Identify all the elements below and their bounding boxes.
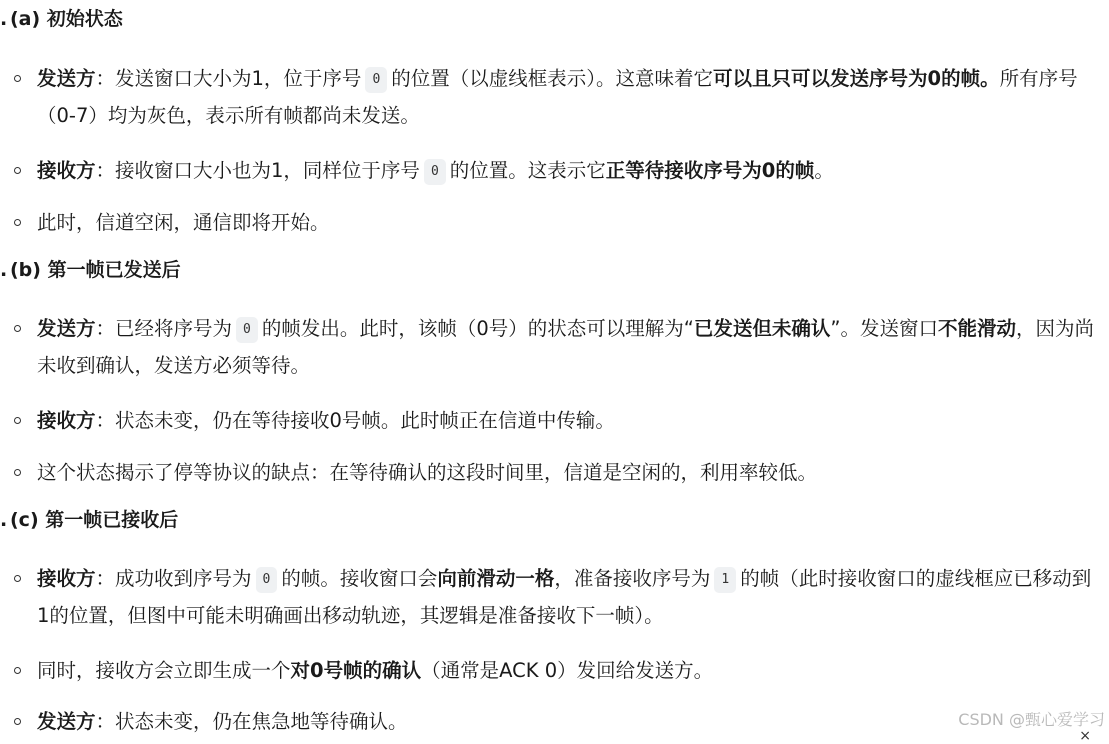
plain-text: ，因为尚未收到确认，发送方必须等待。 (37, 317, 1095, 377)
inline-code: 0 (365, 67, 387, 93)
bullet-text (37, 204, 1102, 241)
bold-text: 已发送但未确认 (693, 317, 831, 340)
heading-text: (a) 初始状态 (10, 8, 123, 30)
plain-text: 同时，接收方会立即生成一个 (37, 659, 291, 682)
csdn-watermark: CSDN @甄心爱学习 (958, 710, 1105, 729)
plain-text: ”。发送窗口 (830, 317, 938, 340)
bullet-text (37, 152, 1102, 189)
bullet-dot (14, 667, 21, 674)
bullet-dot (14, 718, 21, 725)
heading-marker: . (0, 8, 8, 30)
bold-text: 接收方 (37, 409, 96, 432)
bold-text: 接收方 (37, 567, 96, 590)
plain-text: 的帧（此时接收窗口的虚线框应已移动到1的位置，但图中可能未明确画出移动轨迹，其逻辑是准备接收下一帧）。 (37, 567, 1092, 627)
inline-code: 0 (256, 567, 278, 593)
bold-text: 向前滑动一格 (437, 567, 555, 590)
plain-text: 的帧。接收窗口会 (281, 567, 438, 590)
bullet-dot (14, 469, 21, 476)
plain-text: 。 (814, 159, 834, 182)
bold-text: 正等待接收序号为0的帧 (605, 159, 815, 182)
bold-text: 发送方 (37, 317, 96, 340)
plain-text: ：接收窗口大小也为1，同样位于序号 (95, 159, 420, 182)
heading-marker: . (0, 509, 8, 531)
bullet-dot (14, 219, 21, 226)
plain-text: 的位置（以虚线框表示）。这意味着它 (391, 67, 714, 90)
bullet-dot (14, 417, 21, 424)
bullet-text (37, 703, 1102, 740)
bold-text: 不能滑动 (938, 317, 1017, 340)
bullet-text (37, 560, 1102, 634)
bold-text: 接收方 (37, 159, 96, 182)
bullet-text (37, 454, 1102, 491)
plain-text: 这个状态揭示了停等协议的缺点：在等待确认的这段时间里，信道是空闲的，利用率较低。 (37, 461, 818, 484)
heading-text: (c) 第一帧已接收后 (10, 509, 179, 531)
inline-code: 0 (236, 317, 258, 343)
bold-text: 可以且只可以发送序号为0的帧。 (713, 67, 1000, 90)
bullet-text (37, 652, 1102, 689)
plain-text: 的位置。这表示它 (449, 159, 606, 182)
section-heading-c (0, 507, 178, 533)
inline-code: 0 (424, 159, 446, 185)
inline-code: 1 (714, 567, 736, 593)
plain-text: （通常是ACK 0）发回给发送方。 (421, 659, 714, 682)
bullet-text (37, 402, 1102, 439)
bold-text: 发送方 (37, 67, 96, 90)
plain-text: ：发送窗口大小为1，位于序号 (95, 67, 362, 90)
heading-text: (b) 第一帧已发送后 (10, 259, 181, 281)
heading-marker: . (0, 259, 8, 281)
bullet-dot (14, 75, 21, 82)
bold-text: 对0号帧的确认 (290, 659, 422, 682)
bullet-dot (14, 167, 21, 174)
bullet-text (37, 60, 1102, 134)
plain-text: 的帧发出。此时，该帧（0号）的状态可以理解为“ (261, 317, 694, 340)
plain-text: 所有序号（0-7）均为灰色，表示所有帧都尚未发送。 (37, 67, 1078, 127)
close-icon: × (1079, 728, 1091, 744)
bullet-dot (14, 325, 21, 332)
plain-text: ，准备接收序号为 (554, 567, 711, 590)
plain-text: ：状态未变，仍在等待接收0号帧。此时帧正在信道中传输。 (95, 409, 615, 432)
plain-text: 此时，信道空闲，通信即将开始。 (37, 211, 330, 234)
plain-text: ：状态未变，仍在焦急地等待确认。 (95, 710, 408, 733)
bold-text: 发送方 (37, 710, 96, 733)
section-heading-a (0, 6, 123, 32)
section-heading-b (0, 257, 181, 283)
plain-text: ：成功收到序号为 (95, 567, 252, 590)
bullet-dot (14, 575, 21, 582)
bullet-text (37, 310, 1102, 384)
plain-text: ：已经将序号为 (95, 317, 233, 340)
